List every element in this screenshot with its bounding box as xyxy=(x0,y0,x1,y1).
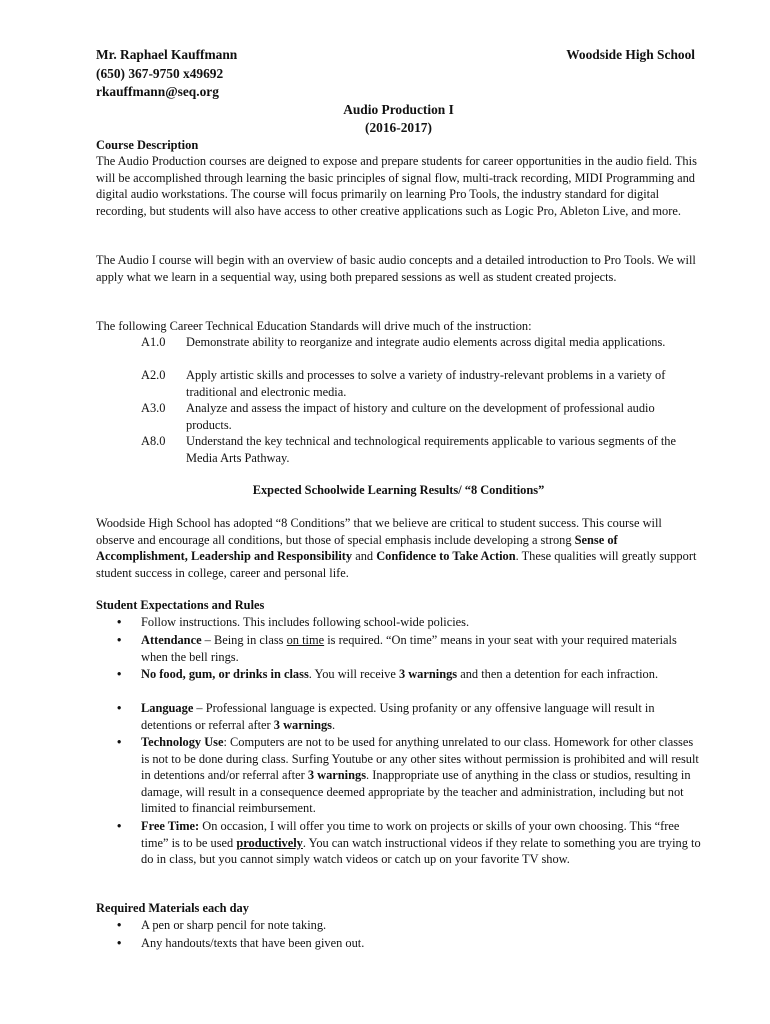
eslr-heading: Expected Schoolwide Learning Results/ “8 Conditions” xyxy=(252,483,545,497)
school-name: Woodside High School xyxy=(566,47,695,62)
eslr-emphasis: Sense of Accomplishment, Leadership and Responsibility xyxy=(96,532,618,564)
eslr-emphasis: Confidence to Take Action xyxy=(376,549,516,564)
standard-code: A2.0 xyxy=(141,368,166,382)
course-description-paragraph-2: The Audio I course will begin with an overview of basic audio concepts and a detailed introduction to Pro Tools. We will apply what we learn in a sequential way, using both prepared sessions as well as student created projects. xyxy=(96,253,696,284)
standard-code: A8.0 xyxy=(141,434,166,448)
course-year: (2016-2017) xyxy=(365,120,432,135)
rule-body: and then a detention for each infraction. xyxy=(457,667,659,681)
rule-title: Attendance xyxy=(141,633,202,647)
course-description-heading: Course Description xyxy=(96,138,199,152)
rule-body: . xyxy=(331,717,336,732)
standard-text: Demonstrate ability to reorganize and integrate audio elements across digital media applications. xyxy=(186,335,666,349)
eslr-text: . These qualities will greatly support student success in college, career and personal life. xyxy=(96,549,697,580)
rule-title: No food, gum, or drinks in class xyxy=(141,667,309,681)
rule-text xyxy=(141,818,703,868)
rule-title: Technology Use xyxy=(141,735,224,749)
rule-title: Language xyxy=(141,701,194,715)
eslr-paragraph xyxy=(96,515,701,581)
rule-body: . You will receive xyxy=(308,667,399,681)
rule-emphasis: 3 warnings xyxy=(307,768,367,783)
rule-body: is required. “On time” means in your seat with your required materials when the bell rings. xyxy=(141,633,677,664)
course-description-paragraph-1: The Audio Production courses are deigned to expose and prepare students for career opportunities in the audio field. This will be accomplished through learning the basic principles of signal flow, multi-track recording, MIDI Programming and digital audio workstations. The course will focus primarily on learning Pro Tools, the industry standard for digital recording, but students will also have access to other creative applications such as Logic Pro, Ableton Live, and more. xyxy=(96,154,697,218)
standard-text: Apply artistic skills and processes to solve a variety of industry-relevant problems in a variety of traditional and electronic media. xyxy=(186,368,666,399)
rule-text xyxy=(141,666,703,683)
rule-body: : Computers are not to be used for anything unrelated to our class. Homework for other classes is not to be done during class. Surfing Youtube or any other sites without permission is prohibited and will result in detentions and/or referral after xyxy=(141,735,699,783)
teacher-email: rkauffmann@seq.org xyxy=(96,84,219,99)
expectations-heading: Student Expectations and Rules xyxy=(96,598,265,612)
rule-emphasis: productively xyxy=(236,835,303,850)
material-text: Any handouts/texts that have been given out. xyxy=(141,936,365,950)
bullet-icon: • xyxy=(117,667,122,681)
standards-intro: The following Career Technical Education Standards will drive much of the instruction: xyxy=(96,319,532,333)
standard-text: Analyze and assess the impact of history and culture on the development of professional audio products. xyxy=(186,401,655,432)
rule-body: – Professional language is expected. Using profanity or any offensive language will result in detentions or referral after xyxy=(141,701,655,732)
rule-body: – Being in class xyxy=(201,633,287,647)
eslr-text: Woodside High School has adopted “8 Conditions” that we believe are critical to student success. This course will observe and encourage all conditions, but those of special emphasis include developing a strong xyxy=(96,516,662,547)
bullet-icon: • xyxy=(117,735,122,749)
rule-body: . Inappropriate use of anything in the class or studios, resulting in damage, will result in a consequence deemed appropriate by the teacher and administration, including but not limited to financial reimbursement. xyxy=(141,768,691,816)
rule-text xyxy=(141,632,703,665)
bullet-icon: • xyxy=(117,918,122,932)
rule-text xyxy=(141,700,703,733)
rule-title: Free Time: xyxy=(141,819,200,833)
standard-code: A3.0 xyxy=(141,401,166,415)
standard-text: Understand the key technical and technological requirements applicable to various segments of the Media Arts Pathway. xyxy=(186,434,676,465)
bullet-icon: • xyxy=(117,701,122,715)
bullet-icon: • xyxy=(117,819,122,833)
rule-emphasis: on time xyxy=(286,633,325,647)
course-title: Audio Production I xyxy=(343,102,454,117)
rule-body: On occasion, I will offer you time to work on projects or skills of your own choosing. This “free time” is to be used xyxy=(141,819,680,850)
eslr-text: and xyxy=(352,549,377,564)
rule-text: Follow instructions. This includes following school-wide policies. xyxy=(141,615,470,629)
materials-heading: Required Materials each day xyxy=(96,901,249,915)
rule-text xyxy=(141,734,703,817)
bullet-icon: • xyxy=(117,615,122,629)
teacher-phone: (650) 367-9750 x49692 xyxy=(96,66,224,81)
rule-emphasis: 3 warnings xyxy=(398,667,458,681)
teacher-name: Mr. Raphael Kauffmann xyxy=(96,47,238,62)
material-text: A pen or sharp pencil for note taking. xyxy=(141,918,327,932)
rule-body: . You can watch instructional videos if they relate to something you are trying to do in class, but you cannot simply watch videos or catch up on your favorite TV show. xyxy=(141,835,701,867)
bullet-icon: • xyxy=(117,936,122,950)
rule-emphasis: 3 warnings xyxy=(273,717,332,732)
standard-code: A1.0 xyxy=(141,335,166,349)
bullet-icon: • xyxy=(117,633,122,647)
